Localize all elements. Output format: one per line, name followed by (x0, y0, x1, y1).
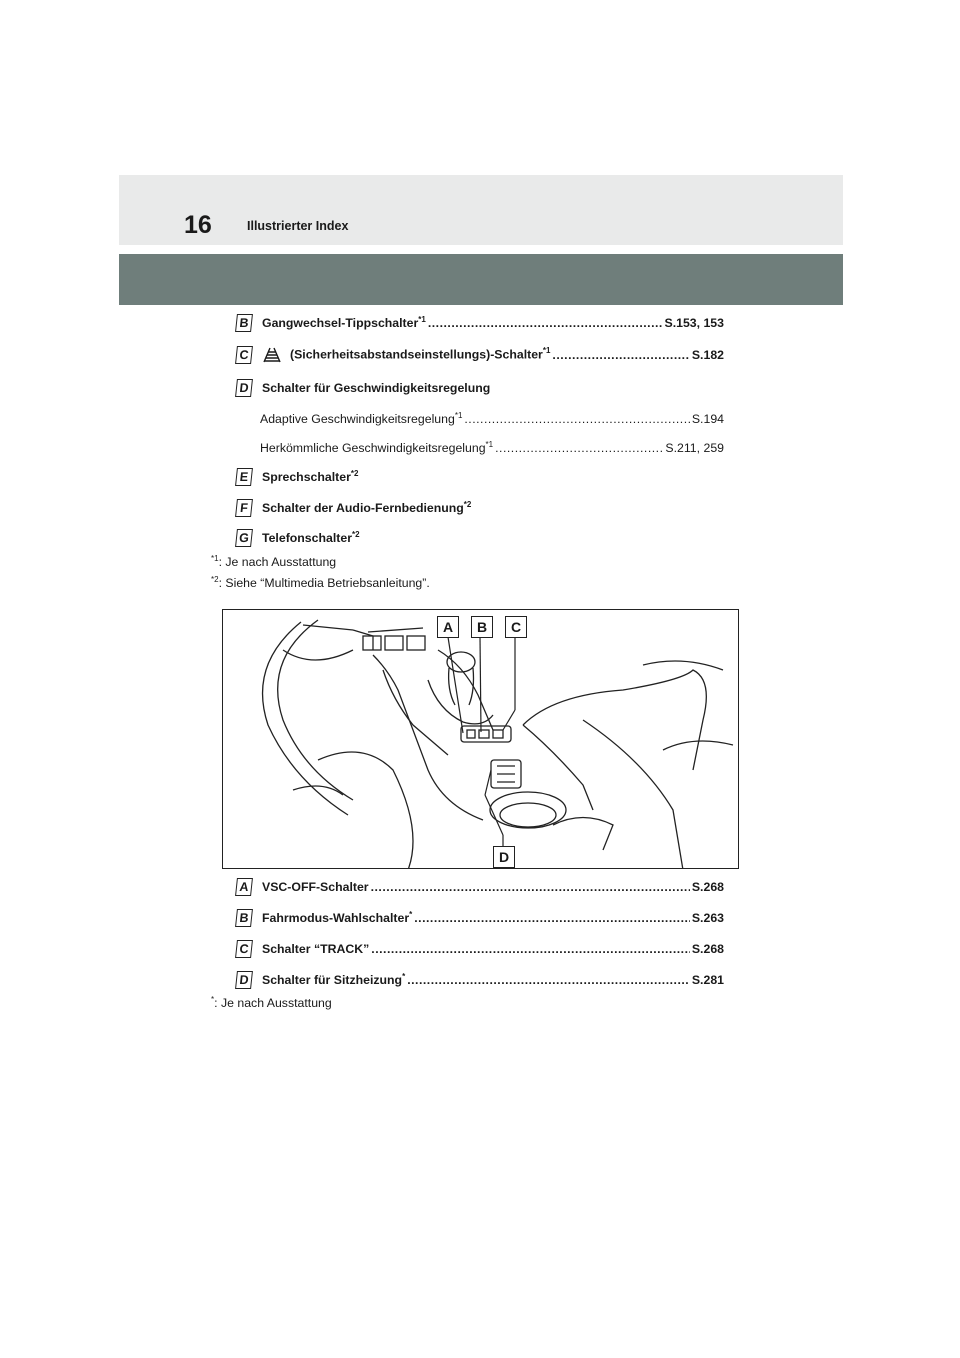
footnote-2: $^{*2}$: Siehe “Multimedia Betriebsanleitung”. (211, 574, 430, 590)
header-band (119, 175, 843, 245)
entry-title: Adaptive Geschwindigkeitsregelung$^{*1}$ (260, 410, 463, 426)
entry-title: Schalter für Sitzheizung* (262, 971, 406, 987)
letter-badge: B (235, 314, 253, 332)
entry-title: Fahrmodus-Wahlschalter* (262, 909, 413, 925)
entry-title: Schalter für Geschwindigkeitsregelung (262, 381, 491, 395)
dot-leader (371, 942, 690, 956)
page-reference[interactable]: S.268 (691, 942, 724, 956)
page-reference[interactable]: S.211, 259 (665, 441, 724, 455)
letter-badge: D (235, 379, 253, 397)
callout-c: C (505, 616, 527, 638)
index-entry-b (236, 313, 724, 333)
dot-leader (428, 316, 663, 330)
page-reference[interactable]: S.281 (691, 973, 724, 987)
page-reference[interactable]: S.194 (691, 412, 724, 426)
callout-a: A (437, 616, 459, 638)
page-reference[interactable]: S.268 (691, 880, 724, 894)
console-drawing (223, 610, 739, 869)
entry-title: Schalter der Audio-Fernbedienung$^{*2}$ (262, 499, 472, 515)
letter-badge: B (235, 909, 253, 927)
page-reference[interactable]: S.182 (691, 348, 724, 362)
letter-badge: G (235, 529, 253, 547)
page-number: 16 (184, 211, 212, 239)
letter-badge: F (235, 499, 253, 517)
index-entry-d (236, 378, 724, 398)
distance-icon (262, 347, 282, 363)
index-entry-a (236, 877, 724, 897)
footnote-3: *: Je nach Ausstattung (211, 994, 332, 1010)
index-entry-f (236, 498, 724, 518)
index-entry-e (236, 467, 724, 487)
index-entry-b2 (236, 908, 724, 928)
letter-badge: D (235, 971, 253, 989)
callout-b: B (471, 616, 493, 638)
section-title: Illustrierter Index (247, 219, 349, 233)
entry-title: Gangwechsel-Tippschalter$^{*1}$ (262, 314, 426, 330)
callout-d: D (493, 846, 515, 868)
dot-leader (495, 441, 663, 455)
letter-badge: C (235, 940, 253, 958)
index-subentry-conventional (260, 438, 724, 458)
footnote-1: $^{*1}$: Je nach Ausstattung (211, 553, 337, 569)
entry-title: Sprechschalter$^{*2}$ (262, 468, 359, 484)
index-entry-c (236, 345, 724, 365)
entry-title: Schalter “TRACK” (262, 942, 370, 956)
entry-title: Telefonschalter$^{*2}$ (262, 529, 360, 545)
dot-leader (464, 412, 689, 426)
page-reference[interactable]: S.263 (691, 911, 724, 925)
section-banner (119, 254, 843, 305)
dot-leader (407, 973, 690, 987)
dot-leader (552, 348, 689, 362)
dot-leader (371, 880, 690, 894)
index-entry-c2 (236, 939, 724, 959)
letter-badge: C (235, 346, 253, 364)
entry-title: VSC-OFF-Schalter (262, 880, 369, 894)
letter-badge: E (235, 468, 253, 486)
index-entry-g (236, 528, 724, 548)
page-reference[interactable]: S.153, 153 (664, 316, 724, 330)
entry-title: (Sicherheitsabstandseinstellungs)-Schalter$^{*1}$ (262, 347, 550, 363)
entry-title: Herkömmliche Geschwindigkeitsregelung$^{*1}$ (260, 439, 494, 455)
letter-badge: A (235, 878, 253, 896)
index-subentry-adaptive (260, 409, 724, 429)
dot-leader (414, 911, 690, 925)
index-entry-d2 (236, 970, 724, 990)
center-console-illustration (222, 609, 739, 869)
